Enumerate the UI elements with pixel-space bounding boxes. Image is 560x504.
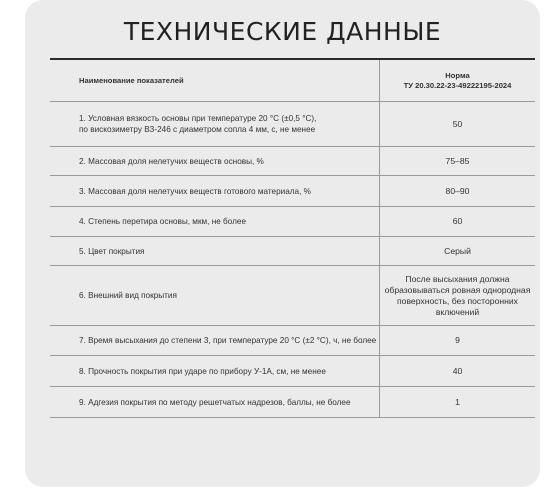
row-value: 9 [455,335,460,345]
tech-data-card [25,0,540,487]
row-name: 8. Прочность покрытия при ударе по прибору У-1А, см, не менее [50,356,380,386]
row-name: 3. Массовая доля нелетучих веществ готового материала, % [50,176,380,206]
row-value: 80–90 [445,185,470,196]
row-name: 6. Внешний вид покрытия [50,266,380,325]
table-row [50,355,535,386]
table-row [50,175,535,206]
row-name: 2. Массовая доля нелетучих веществ основы, % [50,147,380,175]
table-row [50,386,535,418]
header-name: Наименование показателей [50,60,380,101]
tech-data-table [50,58,535,418]
row-name: 9. Адгезия покрытия по методу решетчатых надрезов, баллы, не более [50,387,380,417]
table-row [50,146,535,175]
table-row [50,206,535,236]
row-name: 4. Степень перетира основы, мкм, не более [50,207,380,236]
row-value: После высыхания должна образовываться ровная однородная поверхность, без посторонних включений [384,273,531,317]
page-title: ТЕХНИЧЕСКИЕ ДАННЫЕ [123,17,442,46]
header-norm: Норма ТУ 20.30.22-23-49222195-2024 [403,70,512,90]
table-row [50,325,535,355]
row-value: 60 [452,216,463,226]
table-header [50,58,535,101]
table-row [50,236,535,265]
row-name: 7. Время высыхания до степени 3, при температуре 20 °С (±2 °С), ч, не более [50,326,380,355]
row-value: Серый [444,245,471,256]
table-row [50,265,535,325]
row-value: 50 [452,118,463,129]
row-name: 1. Условная вязкость основы при температуре 20 °С (±0,5 °С), по вискозиметру ВЗ-246 с диаметром сопла 4 мм, с, не менее [50,102,380,146]
table-row [50,101,535,146]
row-value: 40 [452,365,463,376]
row-value: 1 [455,396,460,407]
row-value: 75–85 [445,155,470,166]
row-name: 5. Цвет покрытия [50,237,380,265]
